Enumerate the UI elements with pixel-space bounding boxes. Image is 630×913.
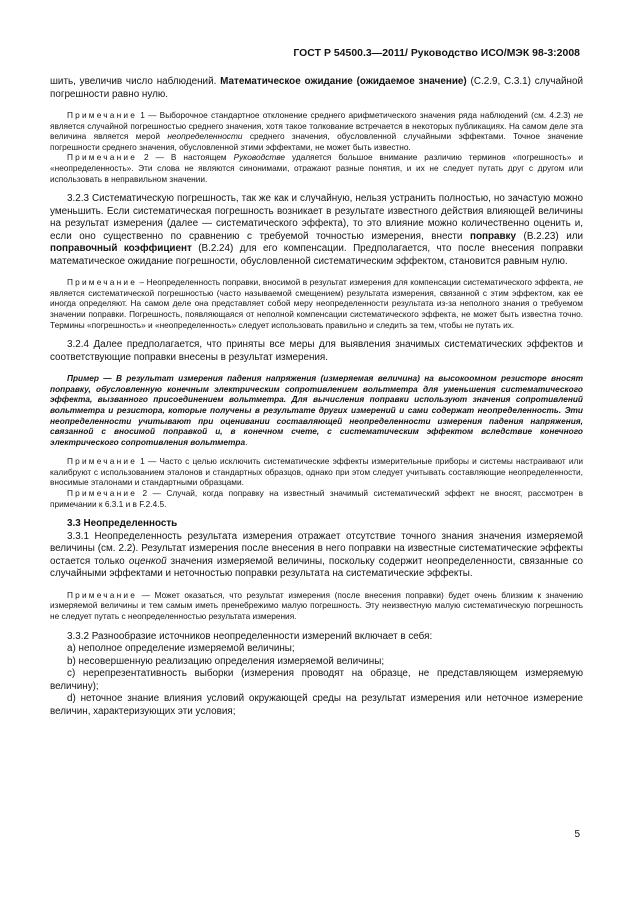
term-correction-factor: поправочный коэффициент	[50, 243, 192, 255]
example-text: Пример — В результат измерения падения напряжения (измеряемая величина) на высокоомном резисторе вносят поправку, обусловленную конечным электрическим сопротивлением вольтметра для уменьшения систематического эффекта, вызванного присоединением вольтметра. Для вычисления поправки используют значения сопротивлений вольтметра и резистора, которые получены в результате других измерений и сами содержат неопределенность. Эти неопределенности учитывают при оценивании составляющей неопределенности измерения падения напряжения, связанной с вносимой поправкой и, в конечном счете, с систематическим эффектом вследствие конечного электрического сопротивления вольтметра	[50, 373, 583, 447]
text: удаляется большое внимание различию терминов «погрешность» и «неопределенность». Эти слова не являются синонимами, отражают разные понятия, и их не следует путать друг с другом или использовать в неправильном значении.	[50, 152, 583, 184]
list-item-c: c) нерепрезентативность выборки (измерения проводят на образце, не представляющем измеряемую величину);	[50, 668, 583, 692]
text: (С.2.9, С.3.1) случайной погрешности равно нулю.	[50, 76, 583, 100]
text: (В.2.24) для его компенсации. Предполагается, что после внесения поправки математическое ожидание погрешности, обусловленной систематическим эффектом, становится равным нулю.	[50, 243, 583, 267]
paragraph-3-2-3	[50, 193, 583, 268]
text: значения измеряемой величины, поскольку содержит неопределенности, связанные со случайными эффектами и неточностью поправки результата на систематические эффекты.	[50, 555, 583, 580]
list-item-d: d) неточное знание влияния условий окружающей среды на результат измерения или неточное измерение величин, характеризующих эти условия;	[50, 693, 583, 717]
emphasis: неопределенности	[167, 131, 243, 142]
emphasis: не	[573, 277, 583, 288]
list-item-a: а) неполное определение измеряемой величины;	[67, 643, 295, 655]
note-label: Примечание	[67, 589, 138, 600]
text: является случайной погрешностью среднего значения, хотя такое толкование встречается в некоторых публикациях. На самом деле эта величина является мерой	[50, 120, 583, 142]
emphasis: не	[573, 110, 583, 120]
paragraph-3-3-2: 3.3.2 Разнообразие источников неопределенности измерений включает в себя:	[67, 630, 433, 642]
term-expectation: Математическое ожидание (ожидаемое значение)	[220, 76, 467, 87]
note-1	[50, 110, 583, 152]
page-content	[50, 76, 583, 718]
text: – Неопределенность поправки, вносимой в результат измерения для компенсации систематического эффекта,	[137, 277, 574, 288]
text: шить, увеличив число наблюдений.	[50, 76, 221, 87]
text: 2 — Случай, когда поправку на известный значимый систематический эффект не вносят, рассмотрен в примечании к 6.3.1 и в F.2.4.5.	[50, 488, 583, 509]
note-label: Примечание	[67, 277, 138, 288]
emphasis: Руководстве	[233, 152, 286, 163]
note-label: Примечание	[67, 456, 138, 467]
note-label: Примечание	[67, 488, 138, 499]
text: 1 — Часто с целью исключить систематические эффекты измерительные приборы и системы настраивают или калибруют с использованием эталонов и стандартных образцов, однако при этом следует учитывать составляющие неопределенности, вносимые эталонами и стандартными образцами.	[50, 456, 583, 488]
note-5	[50, 488, 583, 509]
note-3	[50, 277, 583, 330]
text: 3.3.1 Неопределенность результата измерения отражает отсутствие точного знания значения измеряемой величины (см. 2.2). Результат измерения после внесения в него поправки на известные систематические эффекты остается только	[50, 530, 583, 567]
paragraph-continuation	[50, 76, 583, 101]
note-4	[50, 456, 583, 488]
text: 1 — Выборочное стандартное отклонение среднего арифметического значения ряда наблюдений (см. 4.2.3)	[137, 110, 574, 120]
text: среднего значения, обусловленной случайными эффектами. Точное значение погрешности среднего значения, обусловленной этими эффектами, не может быть известно.	[50, 131, 583, 152]
note-label: Примечание	[67, 110, 138, 120]
emphasis: оценкой	[128, 555, 167, 567]
note-2	[50, 152, 583, 184]
term-correction: поправку	[469, 230, 516, 242]
text: (В.2.23) или	[515, 230, 583, 242]
page-header: ГОСТ Р 54500.3—2011/ Руководство ИСО/МЭК 98-3:2008	[293, 48, 580, 59]
note-6	[50, 590, 583, 622]
text: .	[245, 436, 248, 447]
text: 2 — В настоящем	[137, 152, 234, 163]
note-label: Примечание	[67, 152, 138, 163]
paragraph-3-2-4: 3.2.4 Далее предполагается, что приняты все меры для выявления значимых систематических эффектов и соответствующие поправки внесены в результат измерения.	[50, 339, 583, 363]
section-heading-3-3: 3.3 Неопределенность	[67, 518, 178, 530]
text: — Может оказаться, что результат измерения (после внесения поправки) будет очень близким к значению измеряемой величины и тем самым иметь пренебрежимо малую погрешность. Эту неизвестную малую систематическую погрешность не следует путать с неопределенностью результата измерения.	[50, 589, 583, 621]
text: 3.2.3 Систематическую погрешность, так же как и случайную, нельзя устранить полностью, но зачастую можно уменьшить. Если систематическая погрешность возникает в результате известного действия влияющей величины на результат измерения (далее — систематического эффекта), то это влияние можно количественно оценить и, если оно существенно по сравнению с требуемой точностью измерения, внести	[50, 193, 583, 242]
example	[50, 373, 583, 447]
list-item-b: b) несовершенную реализацию определения измеряемой величины;	[67, 655, 385, 667]
paragraph-3-3-1	[50, 531, 583, 581]
page-number: 5	[574, 829, 580, 840]
text: является систематической погрешностью (часто называемой смещением) результата измерения, связанной с этим эффектом, как ее иногда определяют. На самом деле она представляет собой меру неопределенности результата из-за неполного знания о требуемом значении поправки. Погрешность, появляющаяся от неполной компенсации систематического эффекта, не может быть известна точно. Термины «погрешность» и «неопределенность» следует использовать правильно и следить за тем, чтобы не путать их.	[50, 287, 583, 330]
